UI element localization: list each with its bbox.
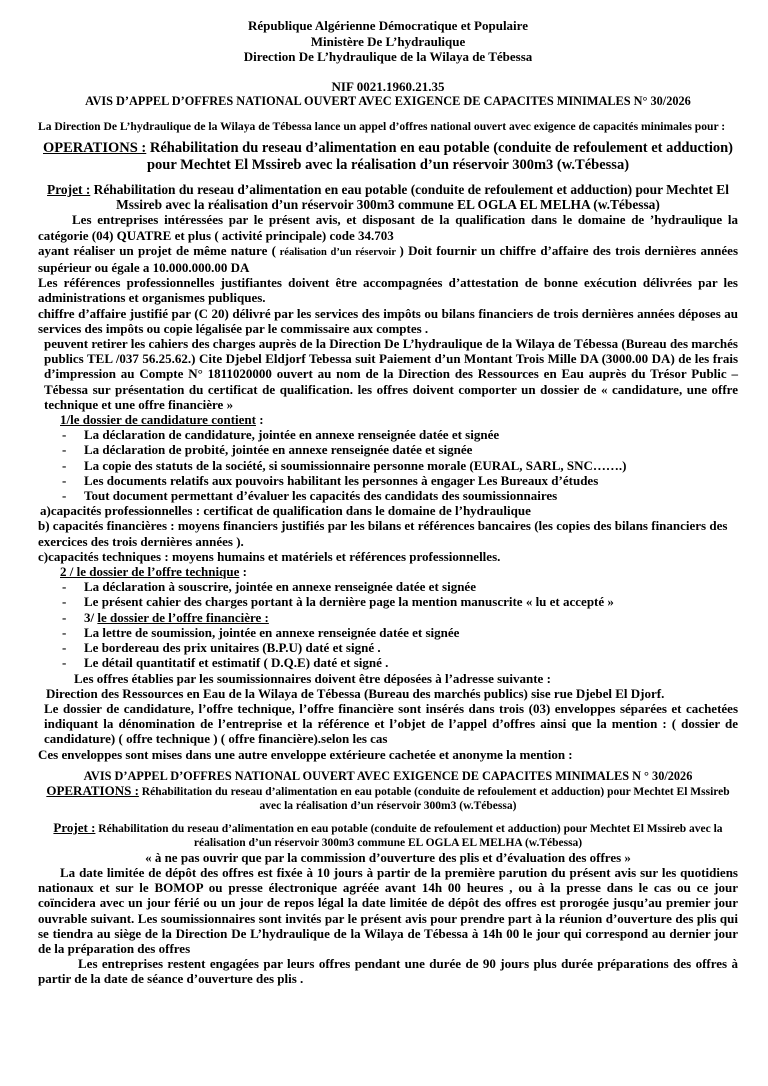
envelope-operations-text: Réhabilitation du reseau d’alimentation en eau potable (conduite de refoulement et adduction) pour Mechtet El Mssireb avec la réalisation d’un réservoir 300m3 (w.Tébessa) bbox=[138, 785, 730, 812]
capacity-financial: b) capacités financières : moyens financiers justifiés par les bilans et références bancaires (les copies des bilans financiers des exercices des trois dernières années ). bbox=[38, 518, 728, 549]
envelope-operations-label: OPERATIONS : bbox=[46, 782, 139, 798]
operations-text: Réhabilitation du reseau d’alimentation en eau potable (conduite de refoulement et adduction) pour Mechtet El Mssireb avec la réalisation d’un réservoir 300m3 (w.Tébessa) bbox=[146, 140, 733, 173]
list-item: - Les documents relatifs aux pouvoirs habilitant les personnes à engager Les Bureaux d’études bbox=[62, 472, 599, 488]
turnover-paragraph: chiffre d’affaire justifié par (C 20) délivré par les services des impôts ou bilans financiers de trois dernières années déposes au services des impôts ou copie légalisée par le commissaire aux comptes . bbox=[38, 305, 738, 336]
outer-envelope-paragraph: Ces enveloppes sont mises dans une autre enveloppe extérieure cachetée et anonyme la mention : bbox=[38, 746, 573, 762]
financial-title: le dossier de l’offre financière : bbox=[97, 609, 269, 625]
financial-prefix: 3/ bbox=[84, 609, 98, 625]
experience-text-b: ) Doit fournir un chiffre d’affaire des trois dernières années supérieur ou égale a 10.000.000.00 DA bbox=[38, 242, 738, 276]
notice-title: AVIS D’APPEL D’OFFRES NATIONAL OUVERT AVEC EXIGENCE DE CAPACITES MINIMALES N° 30/2026 bbox=[85, 94, 691, 108]
deposit-address: Direction des Ressources en Eau de la Wilaya de Tébessa (Bureau des marchés publics) sise rue Djebel El Djorf. bbox=[46, 685, 665, 701]
list-item: - La déclaration à souscrire, jointée en annexe renseignée datée et signée bbox=[62, 579, 476, 595]
list-item: - Le détail quantitatif et estimatif ( D.Q.E) daté et signé . bbox=[62, 655, 389, 671]
capacity-professional: a)capacités professionnelles : certificat de qualification dans le domaine de l’hydraulique bbox=[40, 503, 531, 519]
capacity-technical: c)capacités techniques : moyens humains et matériels et références professionnelles. bbox=[38, 548, 501, 564]
list-item: - La lettre de soumission, jointée en annexe renseignée datée et signée bbox=[62, 624, 460, 640]
nif-number: NIF 0021.1960.21.35 bbox=[331, 78, 445, 94]
projet-label: Projet : bbox=[47, 182, 91, 197]
candidature-title: 1/le dossier de candidature contient bbox=[60, 412, 256, 428]
references-paragraph: Les références professionnelles justifiantes doivent être accompagnées d’attestation de bonne exécution délivrées par les administrations et organismes publiques. bbox=[38, 275, 738, 306]
envelope-projet-text: Réhabilitation du reseau d’alimentation en eau potable (conduite de refoulement et adduction) pour Mechtet El Mssireb avec la réalisation d’un réservoir 300m3 commune EL OGLA EL MELHA (w.Tébessa) bbox=[95, 822, 723, 849]
operations-section bbox=[38, 140, 738, 174]
intro-paragraph: La Direction De L’hydraulique de la Wilaya de Tébessa lance un appel d’offres national ouvert avec exigence de capacités minimales pour : bbox=[38, 120, 726, 133]
experience-project-type: réalisation d’un réservoir bbox=[275, 246, 400, 258]
deadline-paragraph: La date limitée de dépôt des offres est fixée à 10 jours à partir de la première parution du présent avis sur les quotidiens nationaux et sur le BOMOP ou presse électronique agréée avant 14h 00 heures , ou à la presse dans le cas ou ce jour coïncidera avec un jour férié ou un jour de repos légal la date limitée de dépôt des offres est prorogée jusqu’au premier jour ouvrable suivant. Les soumissionnaires sont invités par le présent avis pour prendre part à la réunion d’ouverture des plis qui se tiendra au siège de la Direction De L’hydraulique de la Wilaya de Tébessa à 14h 00 le jour qui correspond au dernier jour de la préparation des offres bbox=[38, 864, 738, 956]
envelope-mention: « à ne pas ouvrir que par la commission d’ouverture des plis et d’évaluation des offres » bbox=[145, 849, 631, 865]
envelopes-paragraph: Le dossier de candidature, l’offre technique, l’offre financière sont insérés dans trois (03) enveloppes séparées et cachetées indiquant la dénomination de l’entreprise et la référence et l’objet de l’appel d’offres ainsi que la mention : ( dossier de candidature) ( offre technique ) ( offre financière).selon les cas bbox=[44, 700, 738, 747]
ministry-name: Ministère De L’hydraulique bbox=[310, 33, 466, 49]
envelope-operations bbox=[38, 784, 738, 813]
specs-retrieval-paragraph: peuvent retirer les cahiers des charges auprès de la Direction De L’hydraulique de la Wilaya de Tébessa (Bureau des marchés publics TEL /037 56.25.62.) Cite Djebel Eldjorf Tebessa suit Paiement d’un Montant Trois Mille DA (3000.00 DA) de les frais d’impression au Compte N° 1811020000 ouvert au nom de la Direction des Ressources en Eau auprès du Trésor Public –Tébessa sur présentation du certificat de qualification. les offres doivent comporter un dossier de « candidature, une offre technique et une offre financière » bbox=[44, 336, 738, 412]
country-name: République Algérienne Démocratique et Populaire bbox=[248, 18, 528, 33]
candidature-colon: : bbox=[255, 412, 264, 428]
list-item: - La déclaration de probité, jointée en annexe renseignée datée et signée bbox=[62, 442, 473, 458]
list-item: - Tout document permettant d’évaluer les capacités des candidats des soumissionnaires bbox=[62, 488, 558, 504]
projet-section bbox=[38, 182, 738, 212]
envelope-projet bbox=[38, 821, 738, 850]
technical-colon: : bbox=[239, 564, 247, 580]
experience-text-a: ayant réaliser un projet de même nature ( bbox=[38, 242, 276, 258]
experience-paragraph bbox=[38, 243, 738, 275]
validity-paragraph: Les entreprises restent engagées par leurs offres pendant une durée de 90 jours plus durée préparations des offres à partir de la date de séance d’ouverture des plis . bbox=[38, 956, 738, 987]
technical-title: 2 / le dossier de l’offre technique bbox=[60, 564, 240, 580]
direction-name: Direction De L’hydraulique de la Wilaya de Tébessa bbox=[243, 49, 533, 64]
operations-label: OPERATIONS : bbox=[43, 140, 147, 156]
list-item: - Le présent cahier des charges portant à la dernière page la mention manuscrite « lu et accepté » bbox=[62, 594, 614, 610]
list-item: - La déclaration de candidature, jointée en annexe renseignée datée et signée bbox=[62, 427, 500, 443]
financial-heading: - 3/ le dossier de l’offre financière : bbox=[62, 609, 269, 625]
list-item: - La copie des statuts de la société, si soumissionnaire personne morale (EURAL, SARL, SNC…….) bbox=[62, 457, 627, 473]
technical-heading bbox=[38, 564, 738, 579]
projet-text: Réhabilitation du reseau d’alimentation en eau potable (conduite de refoulement et adduction) pour Mechtet El Mssireb avec la réalisation d’un réservoir 300m3 commune EL OGLA EL MELHA (w.Tébessa) bbox=[90, 182, 729, 213]
envelope-projet-label: Projet : bbox=[53, 819, 96, 835]
envelope-notice-title: AVIS D’APPEL D’OFFRES NATIONAL OUVERT AVEC EXIGENCE DE CAPACITES MINIMALES N ° 30/2026 bbox=[83, 768, 693, 783]
deposit-paragraph: Les offres établies par les soumissionnaires doivent être déposées à l’adresse suivante : bbox=[74, 670, 551, 686]
list-item: - Le bordereau des prix unitaires (B.P.U) daté et signé . bbox=[62, 640, 381, 656]
candidature-heading bbox=[38, 412, 738, 427]
eligibility-paragraph: Les entreprises intéressées par le présent avis, et disposant de la qualification dans le domaine de ’hydraulique la catégorie (04) QUATRE et plus ( activité principale) code 34.703 bbox=[38, 212, 738, 243]
